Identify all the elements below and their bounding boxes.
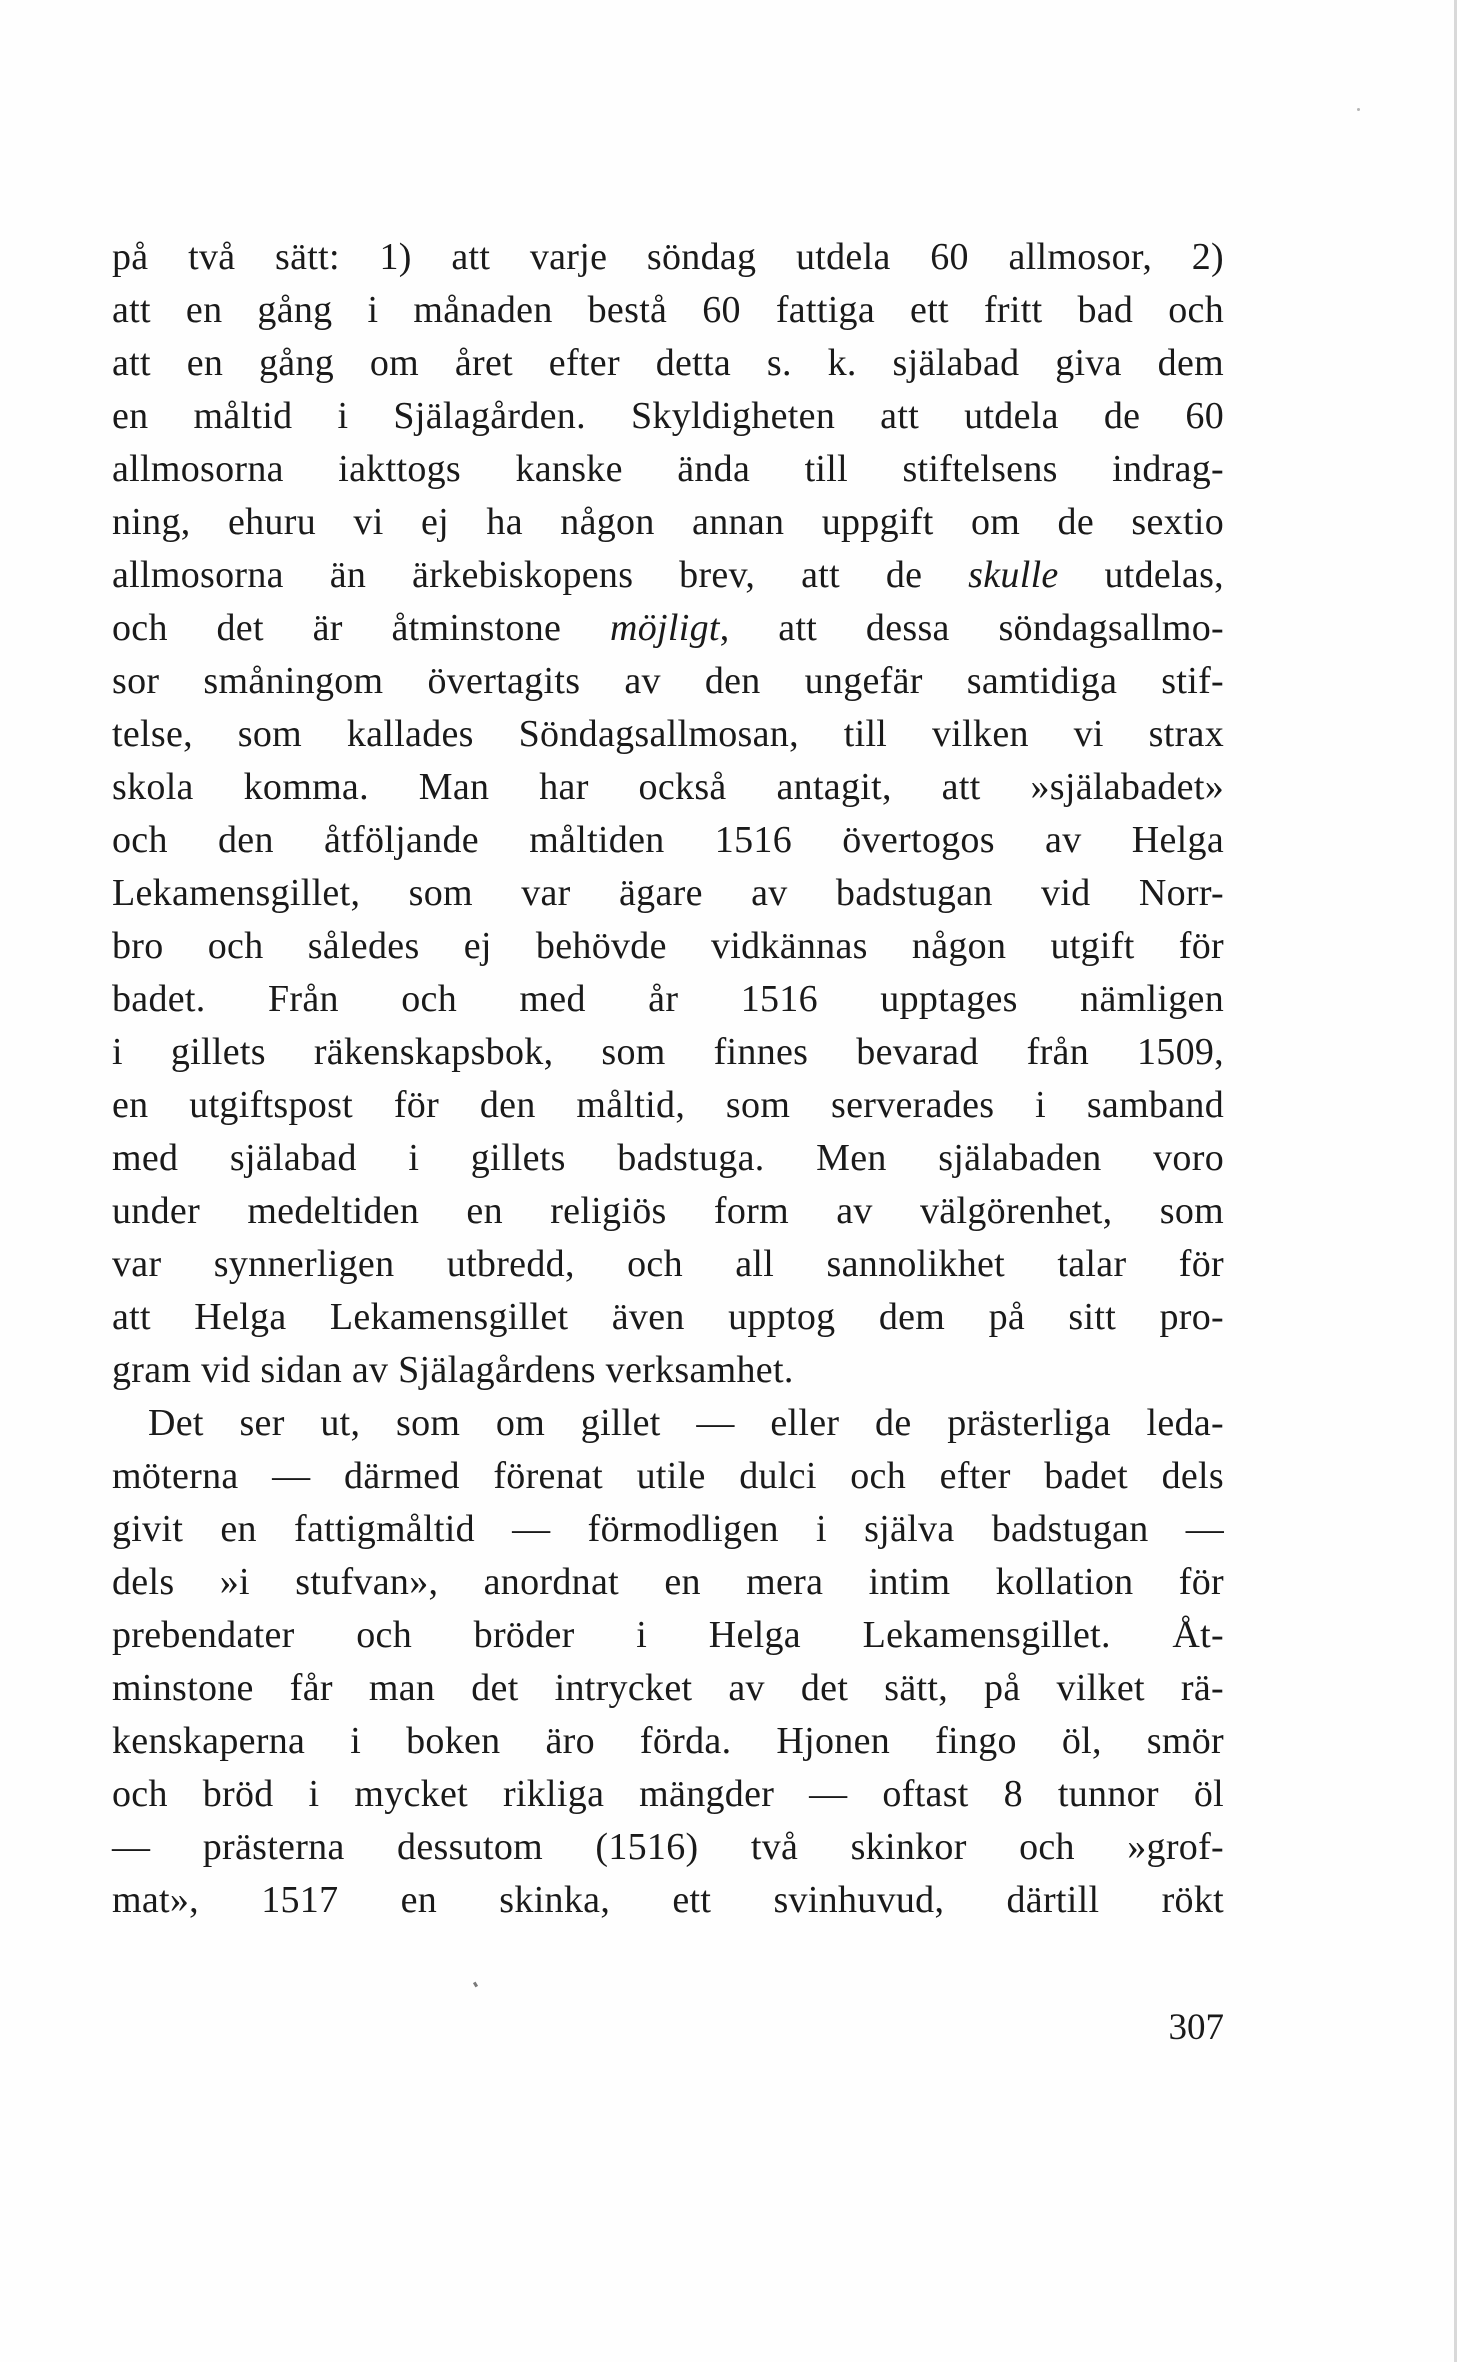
text-line-2: att en gång i månaden bestå 60 fattiga ett fritt bad och: [112, 289, 1224, 331]
text-line-31: — prästerna dessutom (1516) två skinkor och »grof-: [112, 1826, 1224, 1868]
text-line-22: gram vid sidan av Själagårdens verksamhet.: [112, 1349, 794, 1391]
text-line-1: på två sätt: 1) att varje söndag utdela 60 allmosor, 2): [112, 236, 1224, 278]
text-line-9: sor småningom övertagits av den ungefär samtidiga stif-: [112, 660, 1224, 702]
text-line-16: i gillets räkenskapsbok, som finnes bevarad från 1509,: [112, 1031, 1224, 1073]
text-line-25: givit en fattigmåltid — förmodligen i själva badstugan —: [112, 1508, 1224, 1550]
text-line-18: med själabad i gillets badstuga. Men själabaden voro: [112, 1137, 1224, 1179]
text-line-5: allmosorna iakttogs kanske ända till stiftelsens indrag-: [112, 448, 1224, 490]
italic-emphasis: skulle: [968, 554, 1059, 596]
text-line-28: minstone får man det intrycket av det sätt, på vilket rä-: [112, 1667, 1224, 1709]
text-line-19: under medeltiden en religiös form av välgörenhet, som: [112, 1190, 1224, 1232]
text-line-10: telse, som kallades Söndagsallmosan, till vilken vi strax: [112, 713, 1224, 755]
text-line-23: Det ser ut, som om gillet — eller de prästerliga leda-: [148, 1402, 1224, 1444]
paper-speck: [1357, 108, 1360, 111]
text-line-21: att Helga Lekamensgillet även upptog dem på sitt pro-: [112, 1296, 1224, 1338]
paper-speck-mark: [473, 1982, 478, 1988]
text-line-7: allmosorna än ärkebiskopens brev, att de skulle utdelas,: [112, 554, 1224, 596]
text-line-4: en måltid i Själagården. Skyldigheten att utdela de 60: [112, 395, 1224, 437]
text-line-8: och det är åtminstone möjligt, att dessa söndagsallmo-: [112, 607, 1224, 649]
page-number: 307: [1168, 2007, 1224, 2048]
text-line-11: skola komma. Man har också antagit, att »själabadet»: [112, 766, 1224, 808]
text-line-30: och bröd i mycket rikliga mängder — oftast 8 tunnor öl: [112, 1773, 1224, 1815]
text-line-6: ning, ehuru vi ej ha någon annan uppgift om de sextio: [112, 501, 1224, 543]
text-line-27: prebendater och bröder i Helga Lekamensgillet. Åt-: [112, 1614, 1224, 1656]
text-line-29: kenskaperna i boken äro förda. Hjonen fingo öl, smör: [112, 1720, 1224, 1762]
text-line-3: att en gång om året efter detta s. k. själabad giva dem: [112, 342, 1224, 384]
italic-emphasis: möjligt: [609, 607, 720, 649]
body-text: [112, 231, 1224, 1927]
text-line-17: en utgiftspost för den måltid, som serverades i samband: [112, 1084, 1224, 1126]
text-line-26: dels »i stufvan», anordnat en mera intim kollation för: [112, 1561, 1224, 1603]
text-line-15: badet. Från och med år 1516 upptages nämligen: [112, 978, 1224, 1020]
text-line-20: var synnerligen utbredd, och all sannolikhet talar för: [112, 1243, 1224, 1285]
text-line-13: Lekamensgillet, som var ägare av badstugan vid Norr-: [112, 872, 1224, 914]
text-line-12: och den åtföljande måltiden 1516 övertogos av Helga: [112, 819, 1224, 861]
text-line-32: mat», 1517 en skinka, ett svinhuvud, därtill rökt: [112, 1879, 1224, 1921]
text-line-14: bro och således ej behövde vidkännas någon utgift för: [112, 925, 1224, 967]
text-line-24: möterna — därmed förenat utile dulci och efter badet dels: [112, 1455, 1224, 1497]
